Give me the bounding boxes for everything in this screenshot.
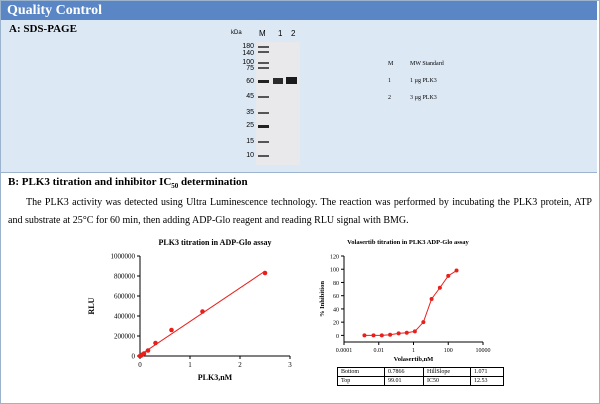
- legend-text-1: 1 µg PLK3: [410, 78, 437, 84]
- section-b-title-end: determination: [178, 176, 248, 188]
- x-tick-label: 100: [443, 348, 453, 354]
- y-tick-label: 40: [333, 307, 339, 314]
- mw-marker-label: 10: [246, 152, 254, 159]
- mw-marker-label: 60: [246, 78, 254, 85]
- mw-marker-label: 75: [246, 65, 254, 72]
- data-point: [405, 331, 409, 335]
- lane-header-2: 2: [291, 29, 296, 38]
- data-point: [169, 328, 174, 333]
- mw-marker-label: 25: [246, 122, 254, 129]
- plk3-titration-chart: [80, 234, 305, 384]
- y-tick-label: 20: [333, 320, 339, 327]
- legend-text-2: 3 µg PLK3: [410, 95, 437, 101]
- chart-title: PLK3 titration in ADP-Glo assay: [158, 238, 272, 247]
- data-point: [142, 351, 147, 356]
- page-header: Quality Control: [1, 1, 597, 20]
- y-tick-label: 400000: [114, 312, 135, 321]
- param-name: Top: [338, 377, 385, 386]
- lane-1-band: [273, 78, 283, 84]
- data-point: [388, 333, 392, 337]
- section-a-title: A: SDS-PAGE: [9, 23, 77, 35]
- data-point: [362, 333, 366, 337]
- x-tick-label: 0.0001: [335, 348, 353, 354]
- y-tick-label: 1000000: [110, 252, 135, 261]
- data-point: [446, 274, 450, 278]
- mw-marker-label: 35: [246, 109, 254, 116]
- param-name: HillSlope: [424, 368, 471, 377]
- mw-marker-label: 100: [242, 59, 254, 66]
- data-point: [397, 331, 401, 335]
- data-point: [200, 309, 205, 314]
- data-point: [146, 348, 151, 353]
- marker-band: [258, 51, 269, 53]
- mw-marker-label: 45: [246, 93, 254, 100]
- x-tick-label: 10000: [475, 348, 491, 354]
- marker-band: [258, 141, 269, 143]
- param-value: 1.071: [471, 368, 504, 377]
- marker-band: [258, 125, 269, 128]
- y-tick-label: 800000: [114, 272, 135, 281]
- x-tick-label: 3: [288, 361, 292, 369]
- data-point: [380, 333, 384, 337]
- param-name: Bottom: [338, 368, 385, 377]
- marker-band: [258, 112, 269, 114]
- kda-label: kDa: [231, 30, 242, 36]
- lane-2-band: [286, 77, 297, 84]
- fit-curve: [364, 271, 456, 336]
- param-name: IC50: [424, 377, 471, 386]
- marker-band: [258, 67, 269, 69]
- marker-band: [258, 80, 269, 83]
- y-axis-label: RLU: [87, 297, 96, 315]
- x-tick-label: 0.01: [373, 348, 384, 354]
- section-divider: [1, 172, 597, 173]
- legend-key-2: 2: [388, 95, 391, 101]
- data-point: [421, 320, 425, 324]
- marker-band: [258, 62, 269, 64]
- x-axis-label: Volasertib,nM: [393, 356, 434, 363]
- section-b-title-subscript: 50: [171, 182, 179, 191]
- assay-description: The PLK3 activity was detected using Ultra Luminescence technology. The reaction was performed by incubating the PLK3 protein, ATP and substrate at 25°C for 60 min, then adding ADP-Glo reagent and reading RLU signal with BMG.: [8, 197, 592, 226]
- section-b-title-text: B: PLK3 titration and inhibitor IC: [8, 176, 172, 188]
- param-value: 0.7866: [385, 368, 424, 377]
- data-point: [372, 333, 376, 337]
- lane-header-1: 1: [278, 29, 283, 38]
- legend-text-m: MW Standard: [410, 61, 444, 67]
- x-tick-label: 1: [412, 348, 415, 354]
- mw-marker-label: 180: [242, 43, 254, 50]
- marker-band: [258, 46, 269, 48]
- y-tick-label: 0: [336, 333, 339, 340]
- data-point: [263, 271, 268, 276]
- y-tick-label: 200000: [114, 332, 135, 341]
- param-value: 99.01: [385, 377, 424, 386]
- sds-page-gel-image: [256, 42, 300, 165]
- x-tick-label: 2: [238, 361, 242, 369]
- chart-title: Volasertib titration in PLK3 ADP-Glo assay: [347, 239, 469, 246]
- y-tick-label: 120: [330, 254, 339, 261]
- data-point: [438, 286, 442, 290]
- legend-key-1: 1: [388, 78, 391, 84]
- param-value: 12.53: [471, 377, 504, 386]
- marker-band: [258, 155, 269, 157]
- data-point: [413, 329, 417, 333]
- y-tick-label: 60: [333, 294, 339, 301]
- data-point: [455, 269, 459, 273]
- data-point: [153, 341, 158, 346]
- marker-band: [258, 96, 269, 98]
- section-b-title: [8, 176, 248, 190]
- y-axis-label: % Inhibition: [319, 281, 326, 317]
- x-tick-label: 0: [138, 361, 142, 369]
- x-axis-label: PLK3,nM: [197, 373, 233, 382]
- lane-header-m: M: [259, 29, 266, 38]
- x-tick-label: 1: [188, 361, 192, 369]
- fit-parameters-table: [337, 367, 504, 386]
- y-tick-label: 100: [330, 267, 339, 274]
- volasertib-titration-chart: [318, 234, 498, 364]
- y-tick-label: 80: [333, 280, 339, 287]
- data-point: [430, 297, 434, 301]
- y-tick-label: 600000: [114, 292, 135, 301]
- legend-key-m: M: [388, 61, 394, 67]
- mw-marker-label: 140: [242, 50, 254, 57]
- y-tick-label: 0: [131, 352, 135, 361]
- mw-marker-label: 15: [246, 138, 254, 145]
